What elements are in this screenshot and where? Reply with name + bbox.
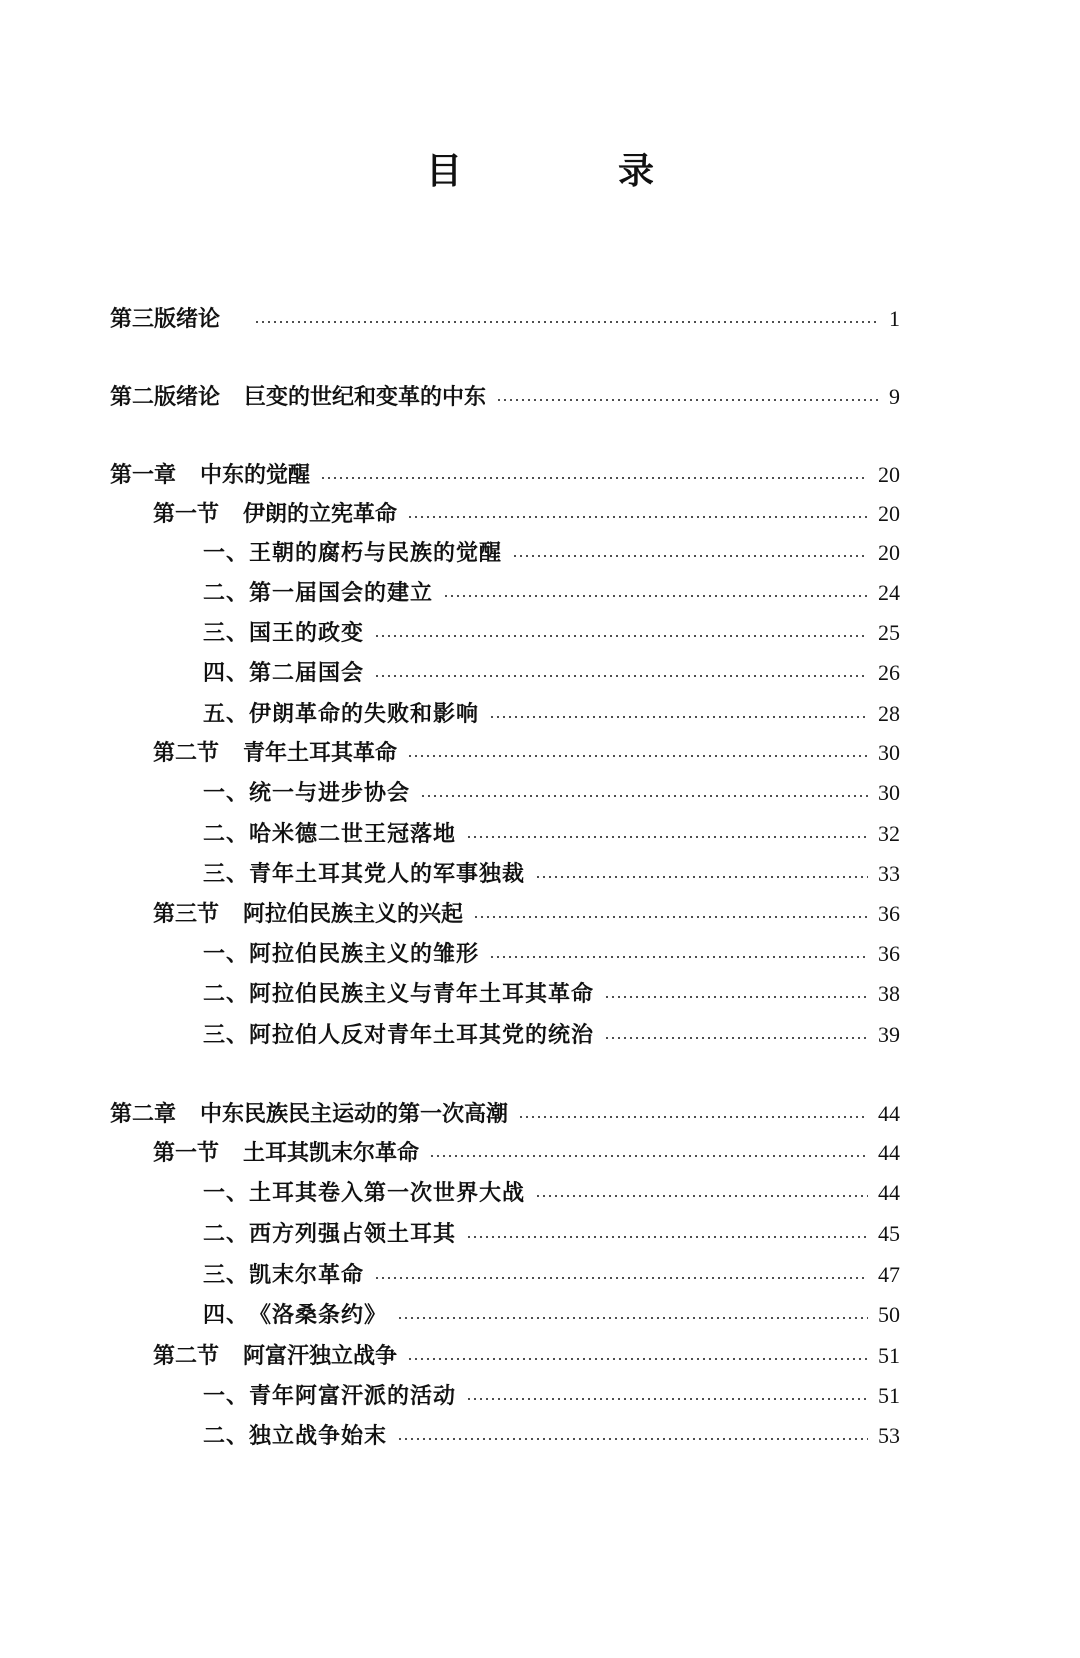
- toc-entry-label: [203, 1419, 387, 1453]
- toc-entry-number: 五、: [203, 701, 250, 727]
- dot-leader: [374, 1277, 868, 1279]
- toc-entry-label: [203, 1298, 387, 1332]
- toc-entry-label: [203, 857, 525, 891]
- toc-entry-label: [203, 697, 479, 731]
- toc-entry-label: [203, 656, 364, 690]
- toc-entry-number: 三、: [203, 620, 250, 646]
- toc-entry-page-number: 39: [878, 1022, 900, 1047]
- toc-entry: [153, 736, 900, 770]
- toc-entry: [153, 897, 900, 931]
- toc-entry-page-number: 51: [878, 1383, 900, 1408]
- toc-entry-number: 二、: [203, 1221, 250, 1247]
- toc-entry: [110, 458, 900, 492]
- toc-entry-number: 四、: [203, 660, 250, 686]
- toc-entry: [203, 1176, 900, 1210]
- toc-entry-label: [203, 616, 364, 650]
- toc-entry: [203, 536, 900, 570]
- toc-entry-page-number: 53: [878, 1423, 900, 1448]
- toc-entry-title: 阿拉伯民族主义的兴起: [243, 901, 464, 927]
- toc-entry-page-number: 51: [878, 1343, 900, 1368]
- toc-entry-label: [203, 1018, 594, 1052]
- toc-entry-number: 第二节: [153, 740, 220, 766]
- toc-entry-number: 四、: [203, 1302, 250, 1328]
- toc-entry-label: [153, 897, 463, 931]
- toc-entry-label: [153, 736, 397, 770]
- toc-entry-number: 三、: [203, 1262, 250, 1288]
- toc-entry-title: 统一与进步协会: [249, 780, 411, 806]
- toc-entry-number: 第三节: [153, 901, 220, 927]
- toc-entry: [153, 1136, 900, 1170]
- dot-leader: [473, 916, 868, 918]
- toc-entry-page-number: 30: [878, 780, 900, 805]
- toc-entry: [203, 697, 900, 731]
- toc-entry: [203, 937, 900, 971]
- toc-entry-title: 第一届国会的建立: [249, 580, 434, 606]
- toc-entry-page-number: 28: [878, 701, 900, 726]
- toc-entry-page-number: 30: [878, 740, 900, 765]
- toc-entry-label: [110, 1097, 508, 1131]
- toc-entry-number: 一、: [203, 1383, 250, 1409]
- toc-entry: [203, 1298, 900, 1332]
- toc-entry-page-number: 36: [878, 901, 900, 926]
- toc-entry-label: [203, 536, 502, 570]
- toc-entry-title: 哈米德二世王冠落地: [249, 821, 457, 847]
- toc-entry-number: 第二节: [153, 1343, 220, 1369]
- toc-entry-label: [203, 1379, 456, 1413]
- dot-leader: [320, 477, 868, 479]
- dot-leader: [397, 1438, 868, 1440]
- dot-leader: [407, 755, 868, 757]
- toc-entry-number: 第二章: [110, 1101, 177, 1127]
- dot-leader: [535, 876, 868, 878]
- toc-entry-title: 阿拉伯民族主义的雏形: [249, 941, 480, 967]
- toc-entry-label: [203, 817, 456, 851]
- toc-entry-title: 凯末尔革命: [249, 1262, 365, 1288]
- toc-entry-title: 阿拉伯人反对青年土耳其党的统治: [249, 1022, 595, 1048]
- dot-leader: [397, 1317, 868, 1319]
- toc-entry: [110, 380, 900, 414]
- toc-entry-title: 王朝的腐朽与民族的觉醒: [249, 540, 503, 566]
- toc-entry-title: 伊朗的立宪革命: [243, 501, 398, 527]
- toc-entry: [110, 302, 900, 336]
- toc-entry-page-number: 44: [878, 1101, 900, 1126]
- toc-entry-label: [203, 1217, 456, 1251]
- toc-entry-title: 《洛桑条约》: [249, 1302, 388, 1328]
- toc-entry: [203, 776, 900, 810]
- dot-leader: [535, 1195, 868, 1197]
- toc-entry: [203, 817, 900, 851]
- toc-entry: [203, 1217, 900, 1251]
- toc-entry: [110, 1097, 900, 1131]
- toc-entry-label: [110, 380, 486, 414]
- toc-entry-page-number: 1: [889, 306, 900, 331]
- toc-entry-page-number: 38: [878, 981, 900, 1006]
- toc-entry-number: 第一节: [153, 501, 220, 527]
- toc-entry-page-number: 20: [878, 540, 900, 565]
- dot-leader: [254, 321, 878, 323]
- toc-entry-title: 国王的政变: [249, 620, 365, 646]
- toc-entry: [153, 1339, 900, 1373]
- dot-leader: [496, 399, 878, 401]
- toc-entry: [203, 656, 900, 690]
- toc-entry-title: 青年土耳其党人的军事独裁: [249, 861, 526, 887]
- dot-leader: [489, 956, 868, 958]
- toc-entry-title: 土耳其凯末尔革命: [243, 1140, 420, 1166]
- toc-entry-page-number: 36: [878, 941, 900, 966]
- dot-leader: [374, 675, 868, 677]
- toc-entry-title: 巨变的世纪和变革的中东: [244, 384, 487, 410]
- page-title: 目 录: [425, 151, 714, 192]
- toc-entry-number: 二、: [203, 1423, 250, 1449]
- toc-entry-label: [203, 776, 410, 810]
- toc-entry: [203, 616, 900, 650]
- toc-entry: [203, 977, 900, 1011]
- toc-entry: [203, 1258, 900, 1292]
- toc-entry-title: 青年阿富汗派的活动: [249, 1383, 457, 1409]
- dot-leader: [466, 836, 868, 838]
- toc-entry-label: [153, 1136, 419, 1170]
- toc-entry-number: 一、: [203, 540, 250, 566]
- toc-entry-page-number: 32: [878, 821, 900, 846]
- toc-entry-number: 一、: [203, 941, 250, 967]
- dot-leader: [420, 795, 868, 797]
- toc-entry-title: 西方列强占领土耳其: [249, 1221, 457, 1247]
- toc-entry-page-number: 9: [889, 384, 900, 409]
- toc-entry-page-number: 20: [878, 501, 900, 526]
- toc-entry-page-number: 20: [878, 462, 900, 487]
- toc-entry-number: 三、: [203, 1022, 250, 1048]
- toc-entry-label: [203, 977, 594, 1011]
- toc-entry-label: [110, 302, 244, 336]
- toc-entry-title: 阿富汗独立战争: [243, 1343, 398, 1369]
- toc-entry-title: 土耳其卷入第一次世界大战: [249, 1180, 526, 1206]
- toc-entry-title: 中东的觉醒: [200, 462, 311, 488]
- toc-entry-page-number: 44: [878, 1140, 900, 1165]
- toc-entry-number: 一、: [203, 780, 250, 806]
- toc-entry-title: 阿拉伯民族主义与青年土耳其革命: [249, 981, 595, 1007]
- toc-entry-number: 二、: [203, 981, 250, 1007]
- toc-entry-label: [203, 1258, 364, 1292]
- toc-entry-label: [153, 497, 397, 531]
- toc-entry-title: 独立战争始末: [249, 1423, 388, 1449]
- dot-leader: [407, 1358, 868, 1360]
- toc-entry-title: 中东民族民主运动的第一次高潮: [200, 1101, 509, 1127]
- dot-leader: [466, 1236, 868, 1238]
- toc-entry-page-number: 24: [878, 580, 900, 605]
- toc-entry-page-number: 25: [878, 620, 900, 645]
- toc-entry-label: [203, 937, 479, 971]
- toc-entry: [203, 1018, 900, 1052]
- toc-entry-label: [203, 576, 433, 610]
- toc-entry-title: 青年土耳其革命: [243, 740, 398, 766]
- dot-leader: [429, 1155, 868, 1157]
- dot-leader: [443, 595, 868, 597]
- toc-entry-label: [110, 458, 310, 492]
- toc-entry-page-number: 44: [878, 1180, 900, 1205]
- toc-entry: [203, 857, 900, 891]
- dot-leader: [407, 516, 868, 518]
- toc-entry-label: [153, 1339, 397, 1373]
- toc-entry: [203, 576, 900, 610]
- dot-leader: [512, 555, 868, 557]
- toc-entry-title: 伊朗革命的失败和影响: [249, 701, 480, 727]
- toc-entry-page-number: 26: [878, 660, 900, 685]
- dot-leader: [604, 1037, 868, 1039]
- toc-entry-page-number: 45: [878, 1221, 900, 1246]
- dot-leader: [489, 716, 868, 718]
- toc-entry: [203, 1419, 900, 1453]
- dot-leader: [466, 1398, 868, 1400]
- toc-entry-page-number: 47: [878, 1262, 900, 1287]
- toc-entry-number: 一、: [203, 1180, 250, 1206]
- dot-leader: [374, 635, 868, 637]
- toc-entry-number: 第三版绪论: [110, 306, 221, 332]
- toc-entry-number: 二、: [203, 821, 250, 847]
- toc-entry-number: 第一节: [153, 1140, 220, 1166]
- toc-entry-label: [203, 1176, 525, 1210]
- toc-entry: [153, 497, 900, 531]
- dot-leader: [518, 1116, 868, 1118]
- toc-entry-number: 二、: [203, 580, 250, 606]
- toc-entry-page-number: 50: [878, 1302, 900, 1327]
- toc-entry-page-number: 33: [878, 861, 900, 886]
- toc-entry-number: 三、: [203, 861, 250, 887]
- toc-entry: [203, 1379, 900, 1413]
- toc-entry-number: 第一章: [110, 462, 177, 488]
- toc-entry-title: 第二届国会: [249, 660, 365, 686]
- toc-entry-number: 第二版绪论: [110, 384, 221, 410]
- dot-leader: [604, 996, 868, 998]
